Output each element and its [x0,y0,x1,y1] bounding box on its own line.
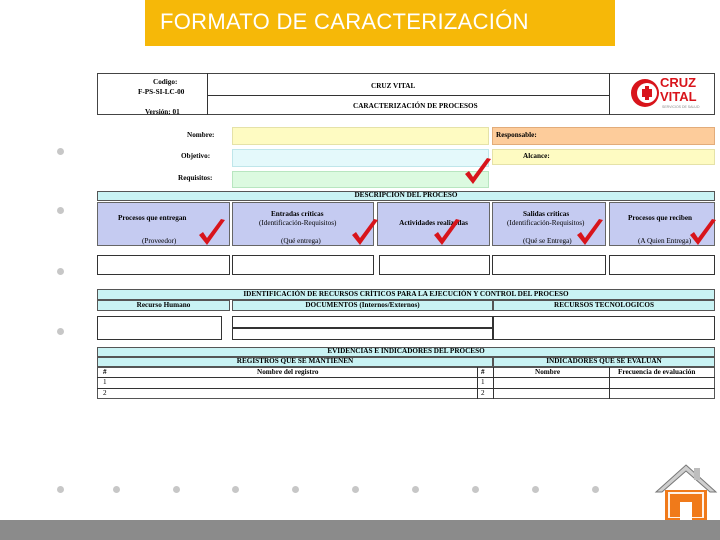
description-input[interactable] [97,255,230,275]
col-sub: (Qué entrega) [281,237,321,245]
objetivo-label: Objetivo: [181,152,211,160]
org-name: CRUZ VITAL [371,82,416,90]
logo-line2: VITAL [660,89,697,104]
divider [97,377,715,378]
bottom-bar [0,520,720,540]
divider [477,367,478,399]
resources-header [97,289,715,300]
description-input[interactable] [492,255,606,275]
records-header [97,357,493,367]
decor-dot [472,486,479,493]
col-sub: (Proveedor) [142,237,177,245]
divider [207,73,208,115]
indicators-header-text: INDICADORES QUE SE EVALUAN [546,357,662,366]
requisitos-label: Requisitos: [178,174,213,182]
records-header-text: REGISTROS QUE SE MANTIENEN [236,357,354,366]
evidence-header [97,347,715,357]
checkmark-icon [350,219,380,247]
logo-line1: CRUZ [660,75,697,90]
requisitos-field[interactable] [232,171,489,188]
code-value: F-PS-SI-LC-00 [138,88,185,96]
col-record-name: Nombre del registro [257,368,319,376]
checkmark-icon [688,219,718,247]
decor-dot [57,486,64,493]
decor-dot [352,486,359,493]
col-title: Procesos que reciben [628,214,693,222]
decor-dot [113,486,120,493]
checkmark-icon [197,219,227,247]
col-sub: (A Quien Entrega) [638,237,692,245]
evidence-header-text: EVIDENCIAS E INDICADORES DEL PROCESO [327,347,485,356]
checkmark-icon [432,219,462,247]
responsable-field[interactable] [492,127,715,145]
documents-text: DOCUMENTOS (Internos/Externos) [305,300,420,309]
decor-dot [292,486,299,493]
logo-tagline: SERVICIOS DE SALUD [662,105,700,109]
col-title: Procesos que entregan [118,214,187,222]
resources-header-text: IDENTIFICACIÓN DE RECURSOS CRÍTICOS PARA LA EJECUCIÓN Y CONTROL DEL PROCESO [243,289,569,298]
title-banner [145,0,615,46]
description-input[interactable] [609,255,715,275]
description-input[interactable] [232,255,374,275]
row-num: 2 [103,389,107,397]
col-num2: # [481,368,485,376]
divider [493,367,494,399]
human-resources-header [97,300,230,311]
decor-dot [57,328,64,335]
tech-resources-text: RECURSOS TECNOLOGICOS [554,300,654,309]
row-num: 2 [481,389,485,397]
col-name: Nombre [535,368,561,376]
responsable-label: Responsable: [496,131,537,140]
col-title: Entradas críticas [271,210,324,218]
checkmark-icon [463,158,493,186]
indicators-header [493,357,715,367]
description-header-text: DESCRIPCIÓN DEL PROCESO [354,191,458,200]
tech-resources-header [493,300,715,311]
cruz-vital-logo [630,76,710,112]
divider [207,95,609,96]
alcance-field[interactable] [492,149,715,165]
col-note: (Identificación-Requisitos) [259,219,337,227]
cross-logo-icon [630,78,660,108]
col-title: Actividades realizadas [399,219,468,228]
row-num: 1 [481,378,485,386]
human-resources-text: Recurso Humano [136,300,191,309]
divider [97,388,715,389]
col-num: # [103,368,107,376]
objetivo-field[interactable] [232,149,489,167]
banner-title: FORMATO DE CARACTERIZACIÓN [160,9,529,34]
description-header [97,191,715,201]
description-input[interactable] [379,255,490,275]
documents-input[interactable] [232,328,493,340]
decor-dot [57,268,64,275]
col-sub: (Qué se Entrega) [523,237,572,245]
decor-dot [232,486,239,493]
col-frequency: Frecuencia de evaluación [618,368,696,376]
col-title: Salidas críticas [523,210,570,218]
divider [609,73,610,115]
nombre-label: Nombre: [187,131,215,139]
documents-header [232,300,493,311]
human-resources-input[interactable] [97,316,222,340]
decor-dot [412,486,419,493]
row-num: 1 [103,378,107,386]
alcance-label: Alcance: [523,152,550,161]
checkmark-icon [575,219,605,247]
version-label: Versión: 01 [145,108,180,116]
divider [609,367,610,399]
code-label: Codigo: [153,78,178,86]
decor-dot [532,486,539,493]
decor-dot [173,486,180,493]
col-note: (Identificación-Requisitos) [507,219,585,227]
decor-dot [592,486,599,493]
documents-input[interactable] [232,316,493,328]
decor-dot [57,207,64,214]
characterization-form [97,73,715,403]
home-icon[interactable] [652,462,720,522]
nombre-field[interactable] [232,127,489,145]
decor-dot [57,148,64,155]
tech-resources-input[interactable] [493,316,715,340]
form-title: CARACTERIZACIÓN DE PROCESOS [353,102,478,110]
